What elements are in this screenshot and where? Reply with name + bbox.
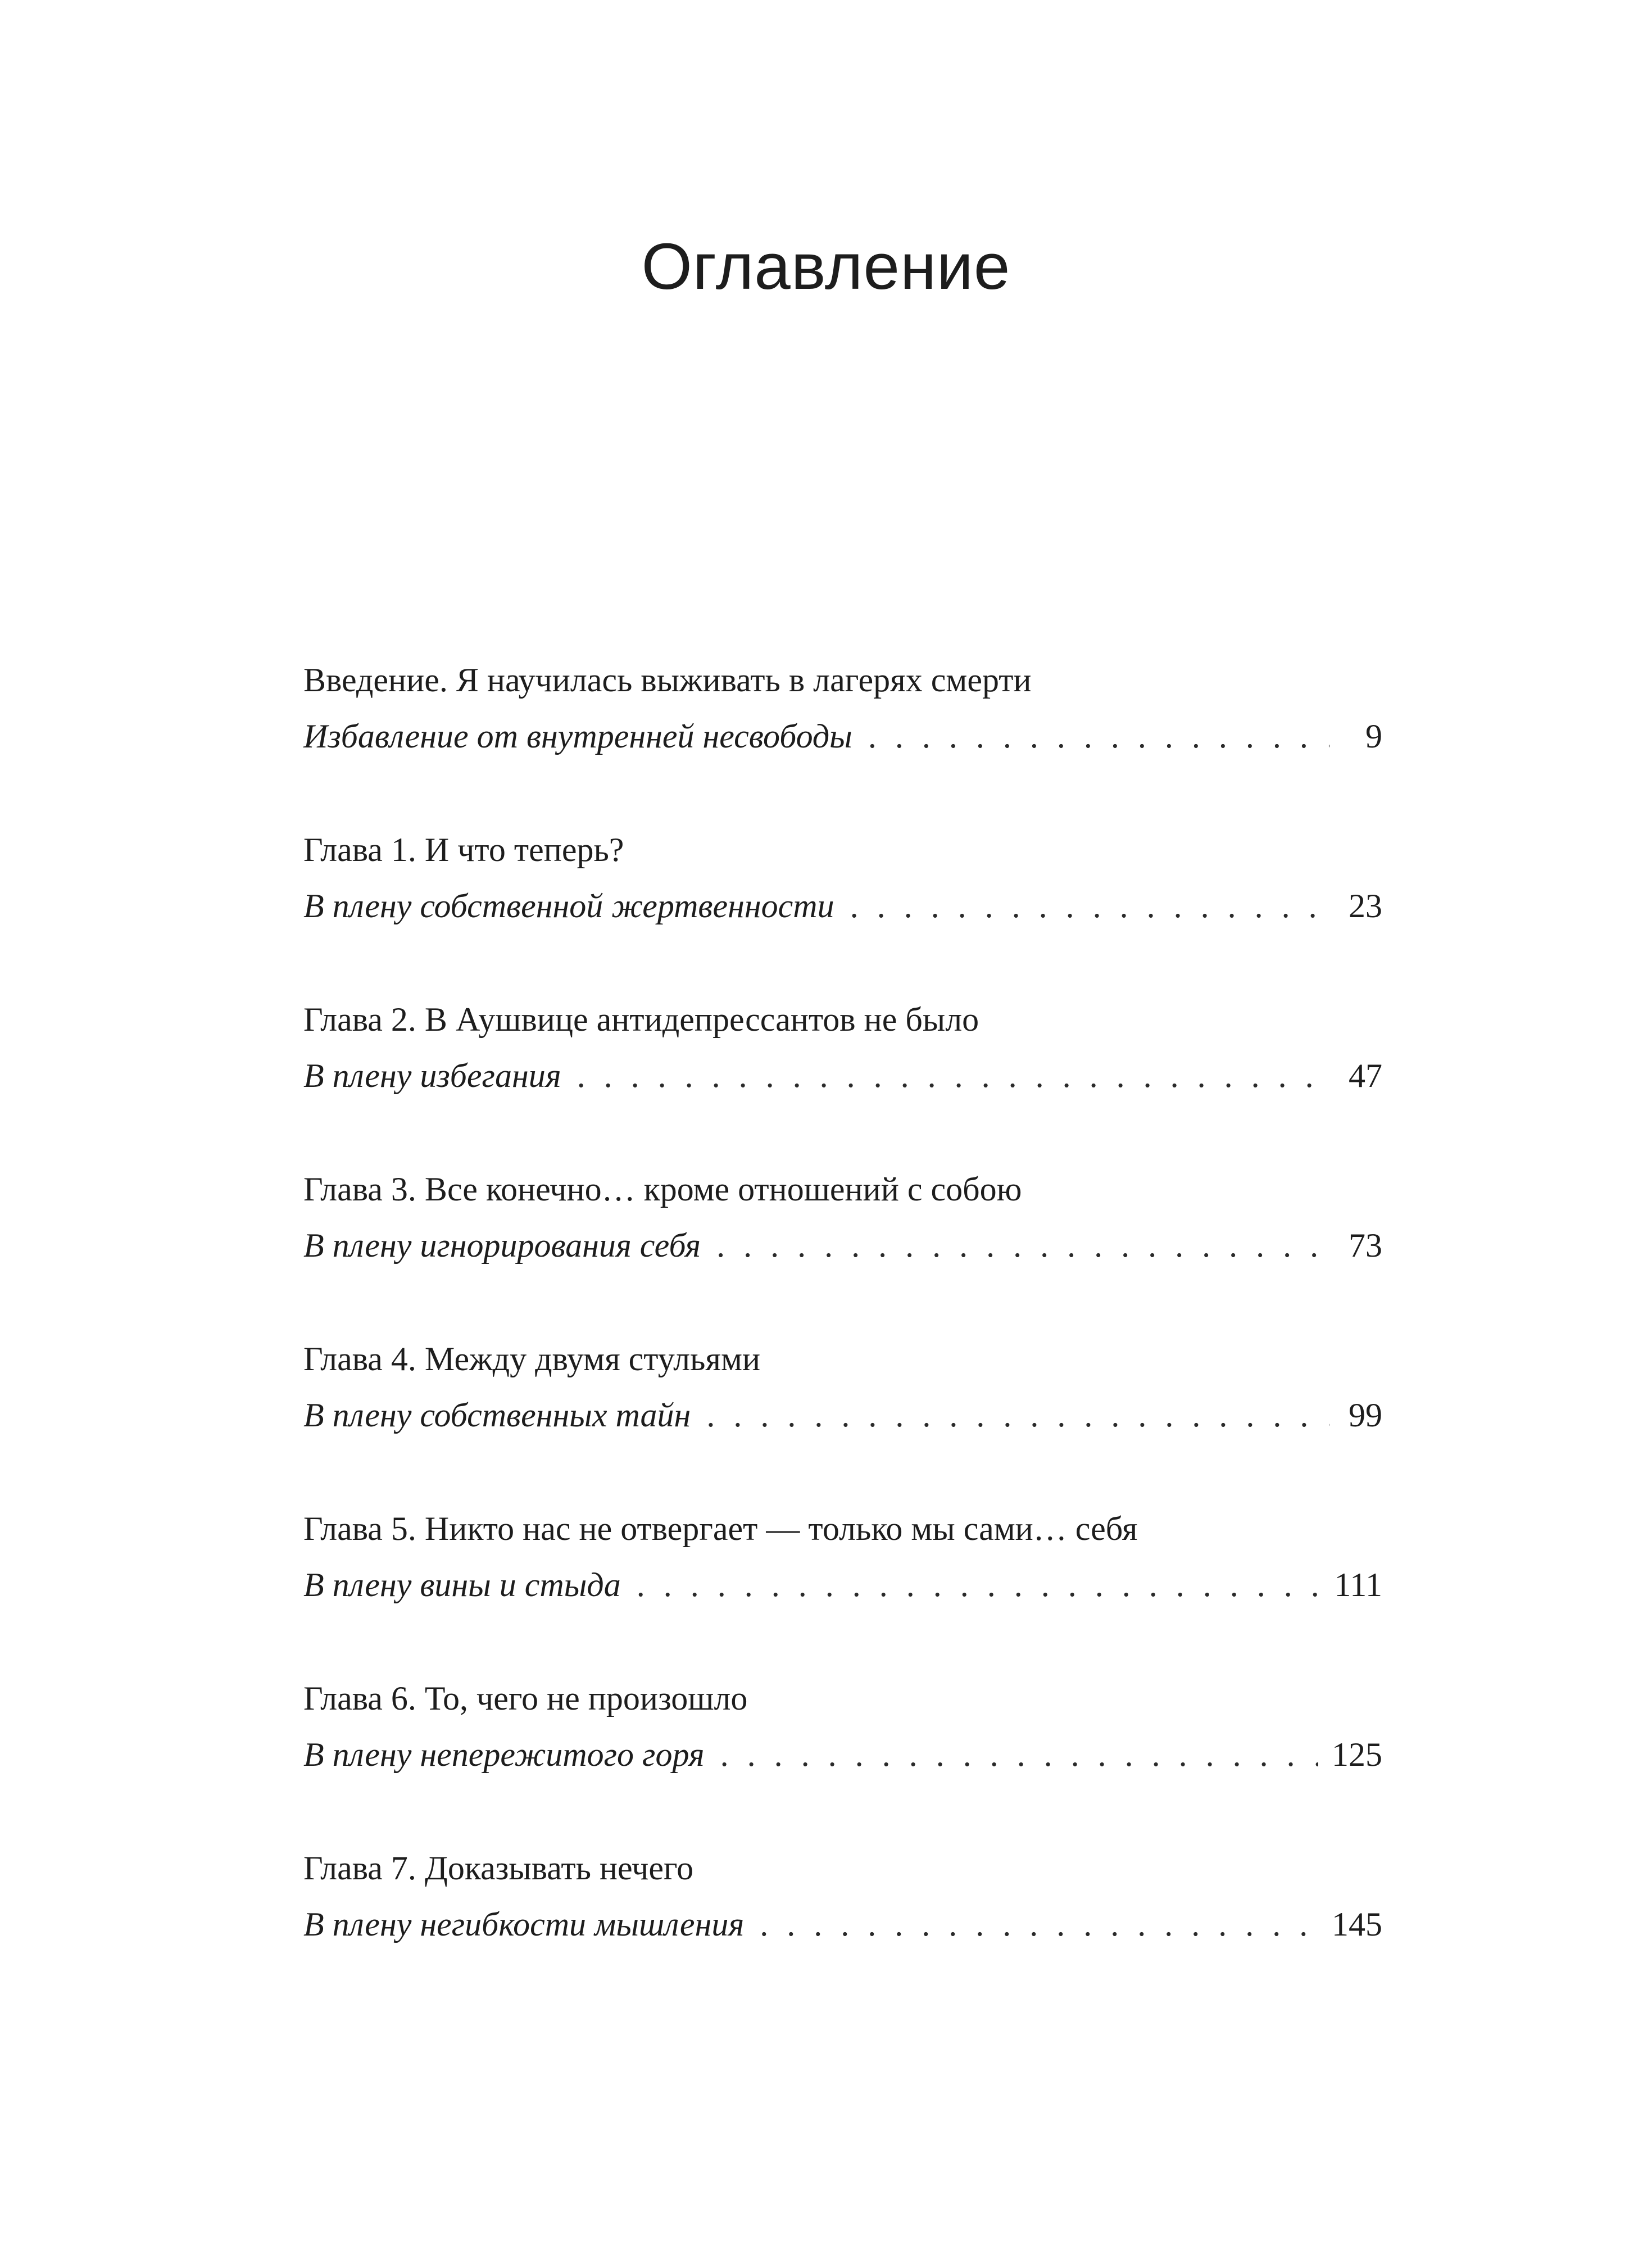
toc-entry-subtitle: В плену вины и стыда <box>303 1566 621 1603</box>
toc-entry-chapter-6 <box>303 1670 1382 1840</box>
toc-entry-chapter-2 <box>303 991 1382 1161</box>
toc-entry-chapter-7 <box>303 1840 1382 2010</box>
toc-entry-heading: Глава 6. То, чего не произошло <box>303 1680 748 1717</box>
toc-entry-heading: Введение. Я научилась выживать в лагерях смерти <box>303 661 1032 699</box>
toc-entry-subtitle: В плену непережитого горя <box>303 1736 705 1773</box>
dot-leader <box>850 878 1329 934</box>
toc-entry-heading: Глава 2. В Аушвице антидепрессантов не было <box>303 1001 979 1038</box>
toc-entry-page-number: 9 <box>1365 718 1382 755</box>
toc-entry-page-number: 111 <box>1334 1566 1382 1603</box>
toc-entry-page-number: 125 <box>1332 1736 1382 1773</box>
toc-entry-chapter-5 <box>303 1501 1382 1670</box>
dot-leader <box>868 708 1329 764</box>
toc-entry-page-number: 47 <box>1349 1057 1382 1094</box>
dot-leader <box>637 1557 1321 1613</box>
toc-entry-heading: Глава 7. Доказывать нечего <box>303 1850 694 1887</box>
toc-entry-chapter-4 <box>303 1331 1382 1501</box>
dot-leader <box>577 1048 1329 1104</box>
toc-entry-chapter-1 <box>303 822 1382 991</box>
toc-entry-subtitle: В плену собственных тайн <box>303 1397 691 1434</box>
toc-entry-subtitle: В плену негибкости мышления <box>303 1906 745 1943</box>
dot-leader <box>720 1726 1318 1783</box>
toc-entry-chapter-3 <box>303 1161 1382 1331</box>
toc-entry-subtitle: В плену избегания <box>303 1057 561 1094</box>
dot-leader <box>706 1387 1329 1443</box>
toc-entry-page-number: 73 <box>1349 1227 1382 1264</box>
toc-entry-heading: Глава 5. Никто нас не отвергает — только мы сами… себя <box>303 1510 1138 1547</box>
toc-entry-subtitle: В плену собственной жертвенности <box>303 887 834 924</box>
toc-entry-intro <box>303 652 1382 822</box>
toc-entry-page-number: 23 <box>1349 887 1382 924</box>
toc-entry-heading: Глава 4. Между двумя стульями <box>303 1340 761 1377</box>
dot-leader <box>760 1896 1318 1952</box>
table-of-contents <box>303 652 1382 2010</box>
toc-entry-page-number: 99 <box>1349 1397 1382 1434</box>
toc-entry-page-number: 145 <box>1332 1906 1382 1943</box>
page-title: Оглавление <box>641 230 1011 303</box>
toc-entry-subtitle: В плену игнорирования себя <box>303 1227 701 1264</box>
toc-entry-heading: Глава 1. И что теперь? <box>303 831 624 868</box>
toc-entry-heading: Глава 3. Все конечно… кроме отношений с собою <box>303 1171 1022 1208</box>
dot-leader <box>716 1217 1329 1273</box>
toc-entry-subtitle: Избавление от внутренней несвободы <box>303 718 852 755</box>
